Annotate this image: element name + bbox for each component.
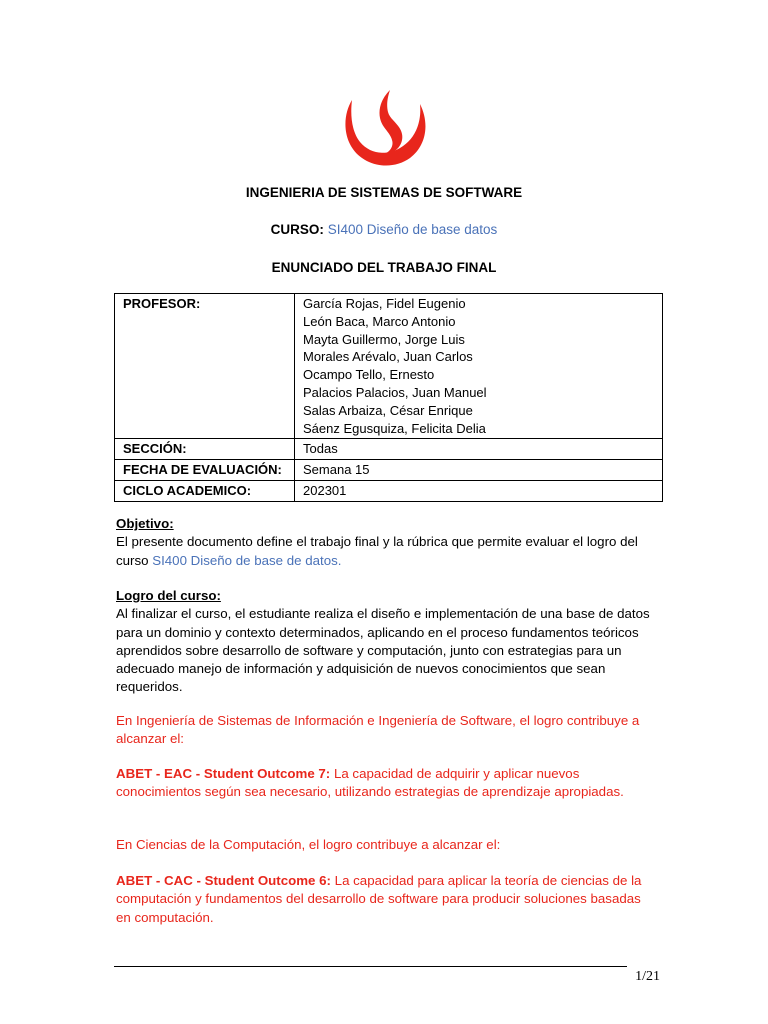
university-logo-icon [340, 88, 430, 170]
seccion-label: SECCIÓN: [115, 439, 295, 460]
objetivo-text: El presente documento define el trabajo final y la rúbrica que permite evaluar el logro del curso [116, 534, 638, 568]
profesor-list [295, 294, 663, 439]
program-title: INGENIERIA DE SISTEMAS DE SOFTWARE [245, 185, 523, 200]
logro-heading: Logro del curso: [116, 588, 221, 603]
profesor-name: León Baca, Marco Antonio [303, 313, 456, 329]
profesor-name: García Rojas, Fidel Eugenio [303, 296, 466, 311]
outcome-cac-text: La capacidad para aplicar la teoría de ciencias de la computación y fundamentos del desarrollo de software para producir soluciones basadas en computación. [116, 873, 642, 925]
profesor-name: Mayta Guillermo, Jorge Luis [303, 331, 465, 347]
document-title: ENUNCIADO DEL TRABAJO FINAL [271, 260, 497, 275]
outcome-eac-label: ABET - EAC - Student Outcome 7: [116, 766, 331, 781]
table-row-ciclo [115, 480, 663, 501]
profesor-name: Ocampo Tello, Ernesto [303, 367, 435, 383]
course-label: CURSO: [270, 222, 324, 237]
outcome-cac-label: ABET - CAC - Student Outcome 6: [116, 873, 331, 888]
profesor-name: Morales Arévalo, Juan Carlos [303, 349, 473, 365]
table-row-fecha [115, 460, 663, 481]
logro-text: Al finalizar el curso, el estudiante realiza el diseño e implementación de una base de datos para un dominio y contexto determinados, aplicando en el proceso fundamentos teóricos aprendidos sobre desarrollo de software y computación, junto con estrategias para un adecuado manejo de información y adquisición de nuevos conocimientos que sean requeridos. [116, 606, 650, 695]
course-name: SI400 Diseño de base datos [327, 222, 498, 237]
fecha-label: FECHA DE EVALUACIÓN: [115, 460, 295, 481]
outcome-intro-cc: En Ciencias de la Computación, el logro contribuye a alcanzar el: [116, 837, 501, 852]
objetivo-section [116, 515, 656, 570]
profesor-name: Salas Arbaiza, César Enrique [303, 402, 473, 418]
profesor-label: PROFESOR: [115, 294, 295, 439]
course-line [0, 222, 768, 237]
footer-divider [114, 966, 627, 967]
outcome-cac [116, 872, 656, 927]
course-info-table [114, 293, 663, 502]
fecha-value: Semana 15 [295, 460, 663, 481]
seccion-value: Todas [295, 439, 663, 460]
table-row-profesor [115, 294, 663, 439]
outcome-eac-text: La capacidad de adquirir y aplicar nuevos conocimientos según sea necesario, utilizando estrategias de aprendizaje apropiadas. [116, 766, 624, 800]
profesor-name: Sáenz Egusquiza, Felicita Delia [303, 420, 486, 436]
ciclo-label: CICLO ACADEMICO: [115, 480, 295, 501]
logro-section [116, 587, 656, 697]
profesor-name: Palacios Palacios, Juan Manuel [303, 384, 487, 400]
ciclo-value: 202301 [295, 480, 663, 501]
outcome-eac [116, 765, 656, 802]
objetivo-course-ref: SI400 Diseño de base de datos. [152, 552, 342, 568]
table-row-seccion [115, 439, 663, 460]
page-number: 1/21 [635, 969, 660, 984]
objetivo-paragraph [116, 533, 656, 570]
outcome-intro-isi: En Ingeniería de Sistemas de Información e Ingeniería de Software, el logro contribuye a alcanzar el: [116, 713, 640, 747]
objetivo-heading: Objetivo: [116, 516, 174, 531]
